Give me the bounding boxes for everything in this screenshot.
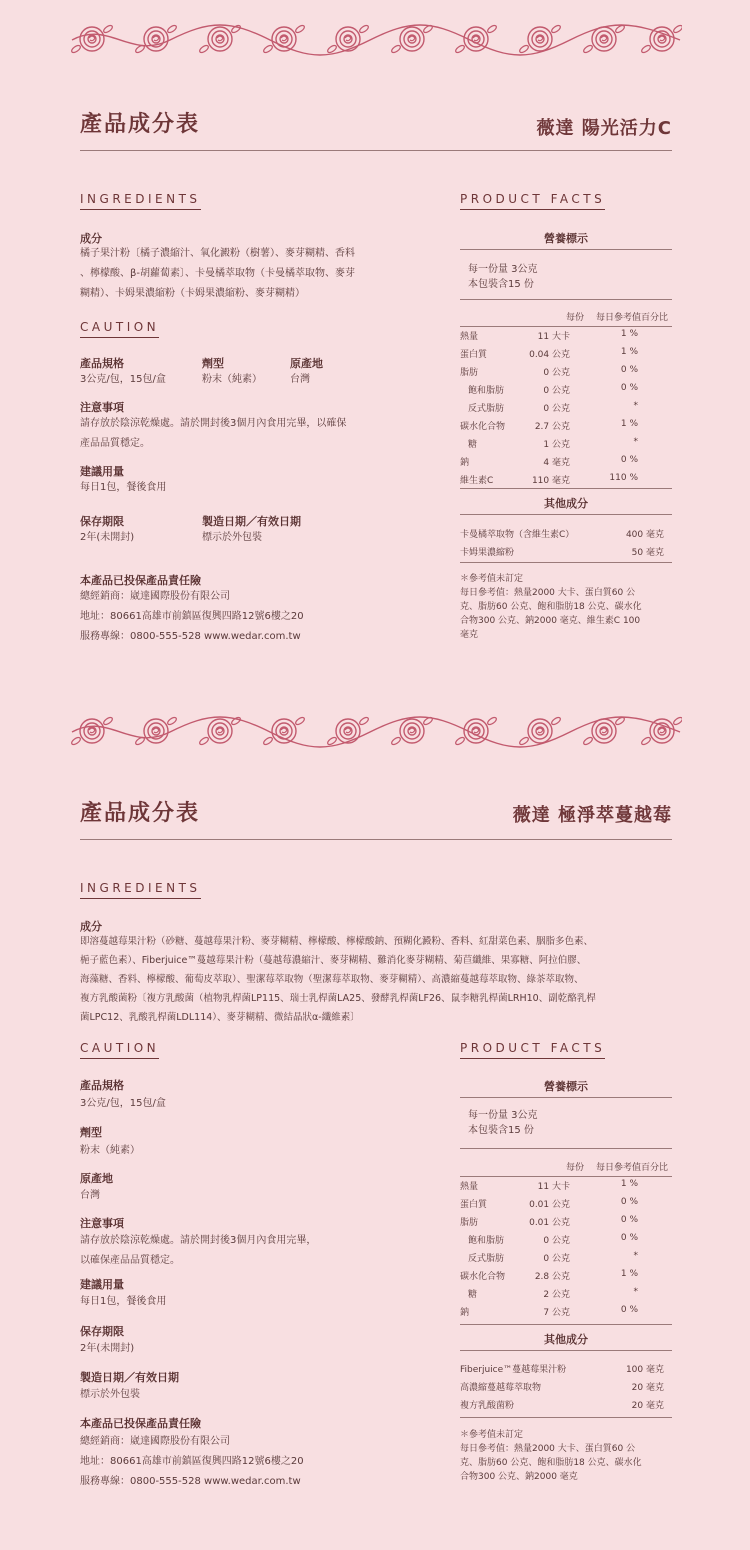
- other-ingredient-name: 卡姆果濃縮粉: [460, 548, 515, 558]
- page-title: 產品成分表: [80, 112, 201, 137]
- other-ingredient-amount: 20 毫克: [631, 1383, 664, 1393]
- facts-divider: [460, 1417, 672, 1418]
- nutrient-value: 0.01 公克: [529, 1218, 570, 1228]
- nutrient-daily-percent: 1 %: [620, 419, 638, 429]
- spec-label: 產品規格: [80, 1079, 124, 1092]
- rose-icon: [518, 716, 561, 746]
- reference-notes: ＊參考值未訂定 每日參考值：熱量2000 大卡、蛋白質60 公 克、脂肪60 公克、飽和脂肪18 公克、碳水化 合物300 公克、鈉2000 毫克: [460, 1430, 642, 1482]
- origin-label: 原產地: [80, 1172, 113, 1185]
- nutrient-daily-percent: 0 %: [620, 1305, 638, 1315]
- nutrient-value: 0 公克: [543, 1254, 570, 1264]
- nutrient-daily-percent: 0 %: [620, 383, 638, 393]
- other-ingredient-row: [460, 1362, 672, 1380]
- form-label: 劑型: [202, 357, 224, 370]
- other-ingredient-row: [460, 1380, 672, 1398]
- rose-icon: [198, 24, 241, 54]
- date-value: 標示於外包裝: [202, 532, 262, 543]
- origin-value: 台灣: [80, 1190, 100, 1201]
- other-ingredient-amount: 50 毫克: [631, 548, 664, 558]
- shelf-label: 保存期限: [80, 1325, 124, 1338]
- nutrient-daily-percent: *: [633, 401, 638, 411]
- nutrition-row: [460, 1251, 672, 1269]
- nutrient-daily-percent: 1 %: [620, 347, 638, 357]
- product-facts-header: PRODUCT FACTS: [460, 192, 605, 210]
- nutrition-row: [460, 1287, 672, 1305]
- notice-text: 請存放於陰涼乾燥處。請於開封後3個月內食用完畢， 以確保產品品質穩定。: [80, 1235, 317, 1266]
- ingredients-label: 成分: [80, 920, 102, 933]
- nutrient-value: 2 公克: [543, 1290, 570, 1300]
- nutrient-daily-percent: 0 %: [620, 455, 638, 465]
- nutrient-daily-percent: 0 %: [620, 365, 638, 375]
- other-ingredient-name: 卡曼橘萃取物（含維生素C）: [460, 530, 575, 540]
- nutrient-value: 1 公克: [543, 440, 570, 450]
- page-title: 產品成分表: [80, 801, 201, 826]
- date-label: 製造日期／有效日期: [80, 1371, 179, 1384]
- nutrition-row: [460, 365, 672, 383]
- nutrition-row: [460, 1179, 672, 1197]
- nutrient-daily-percent: 0 %: [620, 1197, 638, 1207]
- ingredients-text: 橘子果汁粉〔橘子濃縮汁、氧化澱粉（樹薯）、麥芽糊精、香料 、檸檬酸、β-胡蘿蔔素〕、卡曼橘萃取物（卡曼橘萃取物、麥芽 糊精）、卡姆果濃縮粉（卡姆果濃縮粉、麥芽糊精）: [80, 248, 355, 299]
- other-ingredient-name: 複方乳酸菌粉: [460, 1401, 515, 1411]
- service-line: 服務專線：0800-555-528 www.wedar.com.tw: [80, 631, 301, 642]
- nutrient-name: 飽和脂肪: [468, 1236, 505, 1246]
- rose-icon: [582, 24, 625, 54]
- nutrient-value: 0 公克: [543, 386, 570, 396]
- shelf-label: 保存期限: [80, 515, 124, 528]
- rose-border-top: [70, 14, 682, 64]
- caution-header: CAUTION: [80, 1041, 159, 1059]
- nutrient-value: 110 毫克: [531, 476, 570, 486]
- nutrient-value: 4 毫克: [543, 458, 570, 468]
- nutrient-name: 熱量: [460, 1182, 479, 1192]
- form-value: 粉末（純素）: [202, 374, 262, 385]
- nutrient-name: 維生素C: [460, 476, 494, 486]
- ingredients-text: 即溶蔓越莓果汁粉（砂糖、蔓越莓果汁粉、麥芽糊精、檸檬酸、檸檬酸鈉、預糊化澱粉、香料、紅甜菜色素、胭脂多色素、 梔子藍色素）、Fiberjuice™蔓越莓果汁粉（蔓越莓濃縮汁、麥芽糊精、難消化麥芽糊精、菊苣纖維、果寡糖、阿拉伯膠、 海藻糖、香料、檸檬酸、葡萄皮萃取）、聖潔莓萃取物（聖潔莓萃取物、麥芽糊精）、高濃縮蔓越莓萃取物、綠茶萃取物、 複方乳酸菌粉〔複方乳酸菌（植物乳桿菌LP115、瑞士乳桿菌LA25、發酵乳桿菌LF26、鼠李糖乳桿菌LRH10、副乾酪乳桿 菌LPC12、乳酸乳桿菌LDL114）、麥芽糊精、微結晶狀α-纖維素〕: [80, 936, 596, 1023]
- nutrient-value: 11 大卡: [537, 1182, 570, 1192]
- nutrient-value: 11 大卡: [537, 332, 570, 342]
- nutrient-daily-percent: 1 %: [620, 1179, 638, 1189]
- nutrition-table: [460, 1160, 672, 1323]
- other-ingredients-table: [460, 1362, 672, 1416]
- ingredients-label: 成分: [80, 232, 102, 245]
- nutrient-name: 脂肪: [460, 368, 479, 378]
- notice-label: 注意事項: [80, 1217, 124, 1230]
- usage-label: 建議用量: [80, 465, 124, 478]
- nutrition-row: [460, 401, 672, 419]
- nutrient-name: 鈉: [460, 1308, 470, 1318]
- nutrient-daily-percent: 110 %: [609, 473, 638, 483]
- title-divider: [80, 839, 672, 840]
- nutrient-name: 蛋白質: [460, 1200, 488, 1210]
- nutrient-name: 反式脂肪: [468, 404, 505, 414]
- other-ingredient-amount: 100 毫克: [625, 1365, 664, 1375]
- form-label: 劑型: [80, 1126, 102, 1139]
- spec-label: 產品規格: [80, 357, 124, 370]
- nutrition-row: [460, 1233, 672, 1251]
- nutrition-row: [460, 1305, 672, 1323]
- shelf-value: 2年(未開封): [80, 1343, 135, 1354]
- facts-divider: [460, 299, 672, 300]
- facts-divider: [460, 514, 672, 515]
- nutrient-name: 碳水化合物: [460, 422, 506, 432]
- nutrient-name: 脂肪: [460, 1218, 479, 1228]
- facts-divider: [460, 1350, 672, 1351]
- nutrient-value: 0 公克: [543, 1236, 570, 1246]
- date-label: 製造日期／有效日期: [202, 515, 301, 528]
- nutrient-value: 2.8 公克: [534, 1272, 570, 1282]
- ingredients-header: INGREDIENTS: [80, 192, 201, 210]
- other-ingredients-table: [460, 527, 672, 563]
- nutrition-title: 營養標示: [544, 1080, 588, 1093]
- ingredients-header: INGREDIENTS: [80, 881, 201, 899]
- nutrient-daily-percent: 1 %: [620, 329, 638, 339]
- insurance-label: 本產品已投保產品責任險: [80, 1417, 201, 1430]
- nutrition-row: [460, 383, 672, 401]
- other-ingredient-name: 高濃縮蔓越莓萃取物: [460, 1383, 542, 1393]
- nutrition-table: [460, 310, 672, 491]
- nutrient-name: 糖: [468, 1290, 478, 1300]
- nutrient-value: 0.01 公克: [529, 1200, 570, 1210]
- notice-text: 請存放於陰涼乾燥處。請於開封後3個月內食用完畢，以確保 產品品質穩定。: [80, 418, 347, 449]
- other-ingredient-row: [460, 1398, 672, 1416]
- nutrition-row: [460, 1197, 672, 1215]
- nutrition-row: [460, 419, 672, 437]
- nutrient-daily-percent: *: [633, 1287, 638, 1297]
- origin-label: 原產地: [290, 357, 323, 370]
- nutrient-name: 飽和脂肪: [468, 386, 505, 396]
- nutrition-title: 營養標示: [544, 232, 588, 245]
- contact-info: 總經銷商：崴達國際股份有限公司 地址：80661高雄市前鎮區復興四路12號6樓之20 服務專線：0800-555-528 www.wedar.com.tw: [80, 1432, 304, 1492]
- rose-icon: [518, 24, 561, 54]
- shelf-value: 2年(未開封): [80, 532, 135, 543]
- facts-divider: [460, 1148, 672, 1149]
- notice-label: 注意事項: [80, 401, 124, 414]
- nutrient-value: 2.7 公克: [534, 422, 570, 432]
- serving-info: 每一份量 3公克 本包裝含15 份: [468, 1110, 538, 1136]
- product-name: 薇達 極淨萃蔓越莓: [512, 805, 672, 826]
- spec-value: 3公克/包，15包/盒: [80, 1098, 166, 1109]
- rose-icon: [198, 716, 241, 746]
- other-ingredients-title: 其他成分: [544, 1333, 588, 1346]
- nutrition-row: [460, 347, 672, 365]
- rose-border-middle: [70, 706, 682, 756]
- nutrition-row: [460, 329, 672, 347]
- caution-header: CAUTION: [80, 320, 159, 338]
- usage-value: 每日1包，餐後食用: [80, 482, 167, 493]
- facts-divider: [460, 562, 672, 563]
- rose-icon: [70, 24, 113, 54]
- nutrient-name: 反式脂肪: [468, 1254, 505, 1264]
- nutrient-name: 糖: [468, 440, 478, 450]
- nutrient-daily-percent: *: [633, 437, 638, 447]
- nutrient-name: 蛋白質: [460, 350, 488, 360]
- facts-divider: [460, 249, 672, 250]
- spec-value: 3公克/包，15包/盒: [80, 374, 166, 385]
- contact-info: 總經銷商：崴達國際股份有限公司 地址：80661高雄市前鎮區復興四路12號6樓之20 服務專線：0800-555-528 www.wedar.com.tw: [80, 587, 304, 647]
- facts-divider: [460, 1324, 672, 1325]
- nutrition-row: [460, 1215, 672, 1233]
- other-ingredient-row: [460, 527, 672, 545]
- nutrient-name: 鈉: [460, 458, 470, 468]
- nutrition-row: [460, 1269, 672, 1287]
- nutrition-column-headers: 每份 每日參考值百分比: [565, 313, 668, 323]
- nutrient-daily-percent: 1 %: [620, 1269, 638, 1279]
- origin-value: 台灣: [290, 374, 310, 385]
- usage-value: 每日1包，餐後食用: [80, 1296, 167, 1307]
- nutrient-daily-percent: 0 %: [620, 1233, 638, 1243]
- nutrient-name: 熱量: [460, 332, 479, 342]
- nutrition-row: [460, 437, 672, 455]
- other-ingredient-amount: 400 毫克: [625, 530, 664, 540]
- nutrient-daily-percent: 0 %: [620, 1215, 638, 1225]
- nutrient-value: 0.04 公克: [529, 350, 570, 360]
- nutrient-value: 7 公克: [543, 1308, 570, 1318]
- service-line: 服務專線：0800-555-528 www.wedar.com.tw: [80, 1476, 301, 1487]
- reference-notes: ＊參考值未訂定 每日參考值：熱量2000 大卡、蛋白質60 公 克、脂肪60 公克、飽和脂肪18 公克、碳水化 合物300 公克、鈉2000 毫克、維生素C 100 毫克: [460, 574, 642, 640]
- nutrient-value: 0 公克: [543, 404, 570, 414]
- form-value: 粉末（純素）: [80, 1145, 140, 1156]
- date-value: 標示於外包裝: [80, 1389, 140, 1400]
- nutrition-column-headers: 每份 每日參考值百分比: [565, 1163, 668, 1173]
- other-ingredient-name: Fiberjuice™蔓越莓果汁粉: [460, 1365, 567, 1375]
- serving-info: 每一份量 3公克 本包裝含15 份: [468, 264, 538, 290]
- rose-icon: [582, 716, 625, 746]
- nutrient-value: 0 公克: [543, 368, 570, 378]
- other-ingredient-amount: 20 毫克: [631, 1401, 664, 1411]
- facts-divider: [460, 488, 672, 489]
- nutrient-name: 碳水化合物: [460, 1272, 506, 1282]
- usage-label: 建議用量: [80, 1278, 124, 1291]
- rose-icon: [70, 716, 113, 746]
- facts-divider: [460, 1097, 672, 1098]
- title-divider: [80, 150, 672, 151]
- nutrient-daily-percent: *: [633, 1251, 638, 1261]
- insurance-label: 本產品已投保產品責任險: [80, 574, 201, 587]
- other-ingredients-title: 其他成分: [544, 497, 588, 510]
- nutrition-row: [460, 455, 672, 473]
- product-facts-header: PRODUCT FACTS: [460, 1041, 605, 1059]
- other-ingredient-row: [460, 545, 672, 563]
- product-name: 薇達 陽光活力C: [536, 118, 672, 139]
